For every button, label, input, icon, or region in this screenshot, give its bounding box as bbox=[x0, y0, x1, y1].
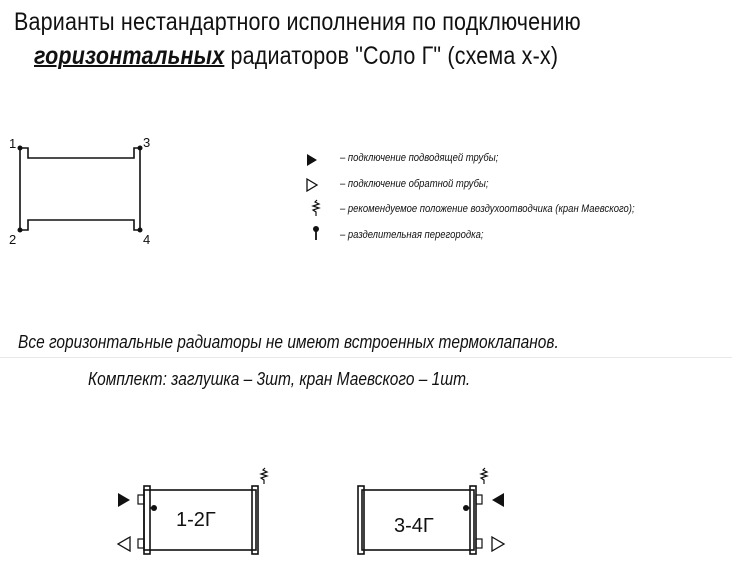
note-line-1: Все горизонтальные радиаторы не имеют встроенных термоклапанов. bbox=[18, 332, 559, 352]
schema-label-2: 2 bbox=[9, 232, 17, 247]
schema-point-3-dot bbox=[138, 146, 143, 151]
return-port bbox=[138, 539, 144, 548]
schema-label-3: 3 bbox=[143, 135, 151, 150]
hollow-triangle-icon bbox=[305, 178, 319, 192]
schema-point-4-dot bbox=[138, 228, 143, 233]
title-line-2-rest: радиаторов "Соло Г" (схема х-х) bbox=[224, 42, 559, 70]
supply-port bbox=[476, 495, 482, 504]
left-column bbox=[144, 486, 150, 554]
filled-triangle-icon bbox=[492, 493, 504, 507]
title-line-1 bbox=[14, 8, 581, 37]
title-line-2 bbox=[34, 42, 558, 71]
schema-label-1: 1 bbox=[9, 136, 17, 151]
hollow-triangle-icon bbox=[492, 537, 504, 551]
schema-point-1-dot bbox=[18, 146, 23, 151]
reference-schema bbox=[0, 130, 160, 250]
return-port bbox=[476, 539, 482, 548]
title-line-1-text: Варианты нестандартного исполнения по подключению bbox=[14, 8, 581, 36]
variant-3-4g-diagram bbox=[352, 462, 522, 562]
legend-item-return: – подключение обратной трубы; bbox=[340, 178, 489, 190]
legend-item-partition: – разделительная перегородка; bbox=[340, 229, 484, 241]
schema-label-4: 4 bbox=[143, 232, 151, 247]
variant-1-2g-diagram bbox=[112, 462, 282, 562]
schema-outline bbox=[20, 148, 140, 230]
air-vent-icon bbox=[309, 199, 323, 217]
schema-point-2-dot bbox=[18, 228, 23, 233]
partition-icon bbox=[309, 225, 323, 241]
right-column bbox=[470, 486, 476, 554]
filled-triangle-icon bbox=[118, 493, 130, 507]
legend-item-air-vent: – рекомендуемое положение воздухоотводчика (кран Маевского); bbox=[340, 203, 635, 215]
air-vent-icon bbox=[261, 468, 267, 484]
title-bold-word: горизонтальных bbox=[34, 42, 225, 70]
legend-item-supply: – подключение подводящей трубы; bbox=[340, 152, 499, 164]
note-line-2: Комплект: заглушка – 3шт, кран Маевского – 1шт. bbox=[88, 369, 471, 389]
supply-port bbox=[138, 495, 144, 504]
filled-triangle-icon bbox=[305, 153, 319, 167]
right-column bbox=[252, 486, 258, 554]
schema-top-edge bbox=[20, 148, 140, 158]
hollow-triangle-icon bbox=[118, 537, 130, 551]
divider bbox=[0, 357, 732, 358]
left-column bbox=[358, 486, 364, 554]
variant-label-1-2g: 1-2Г bbox=[176, 509, 216, 531]
variant-label-3-4g: 3-4Г bbox=[394, 515, 434, 537]
air-vent-icon bbox=[481, 468, 487, 484]
